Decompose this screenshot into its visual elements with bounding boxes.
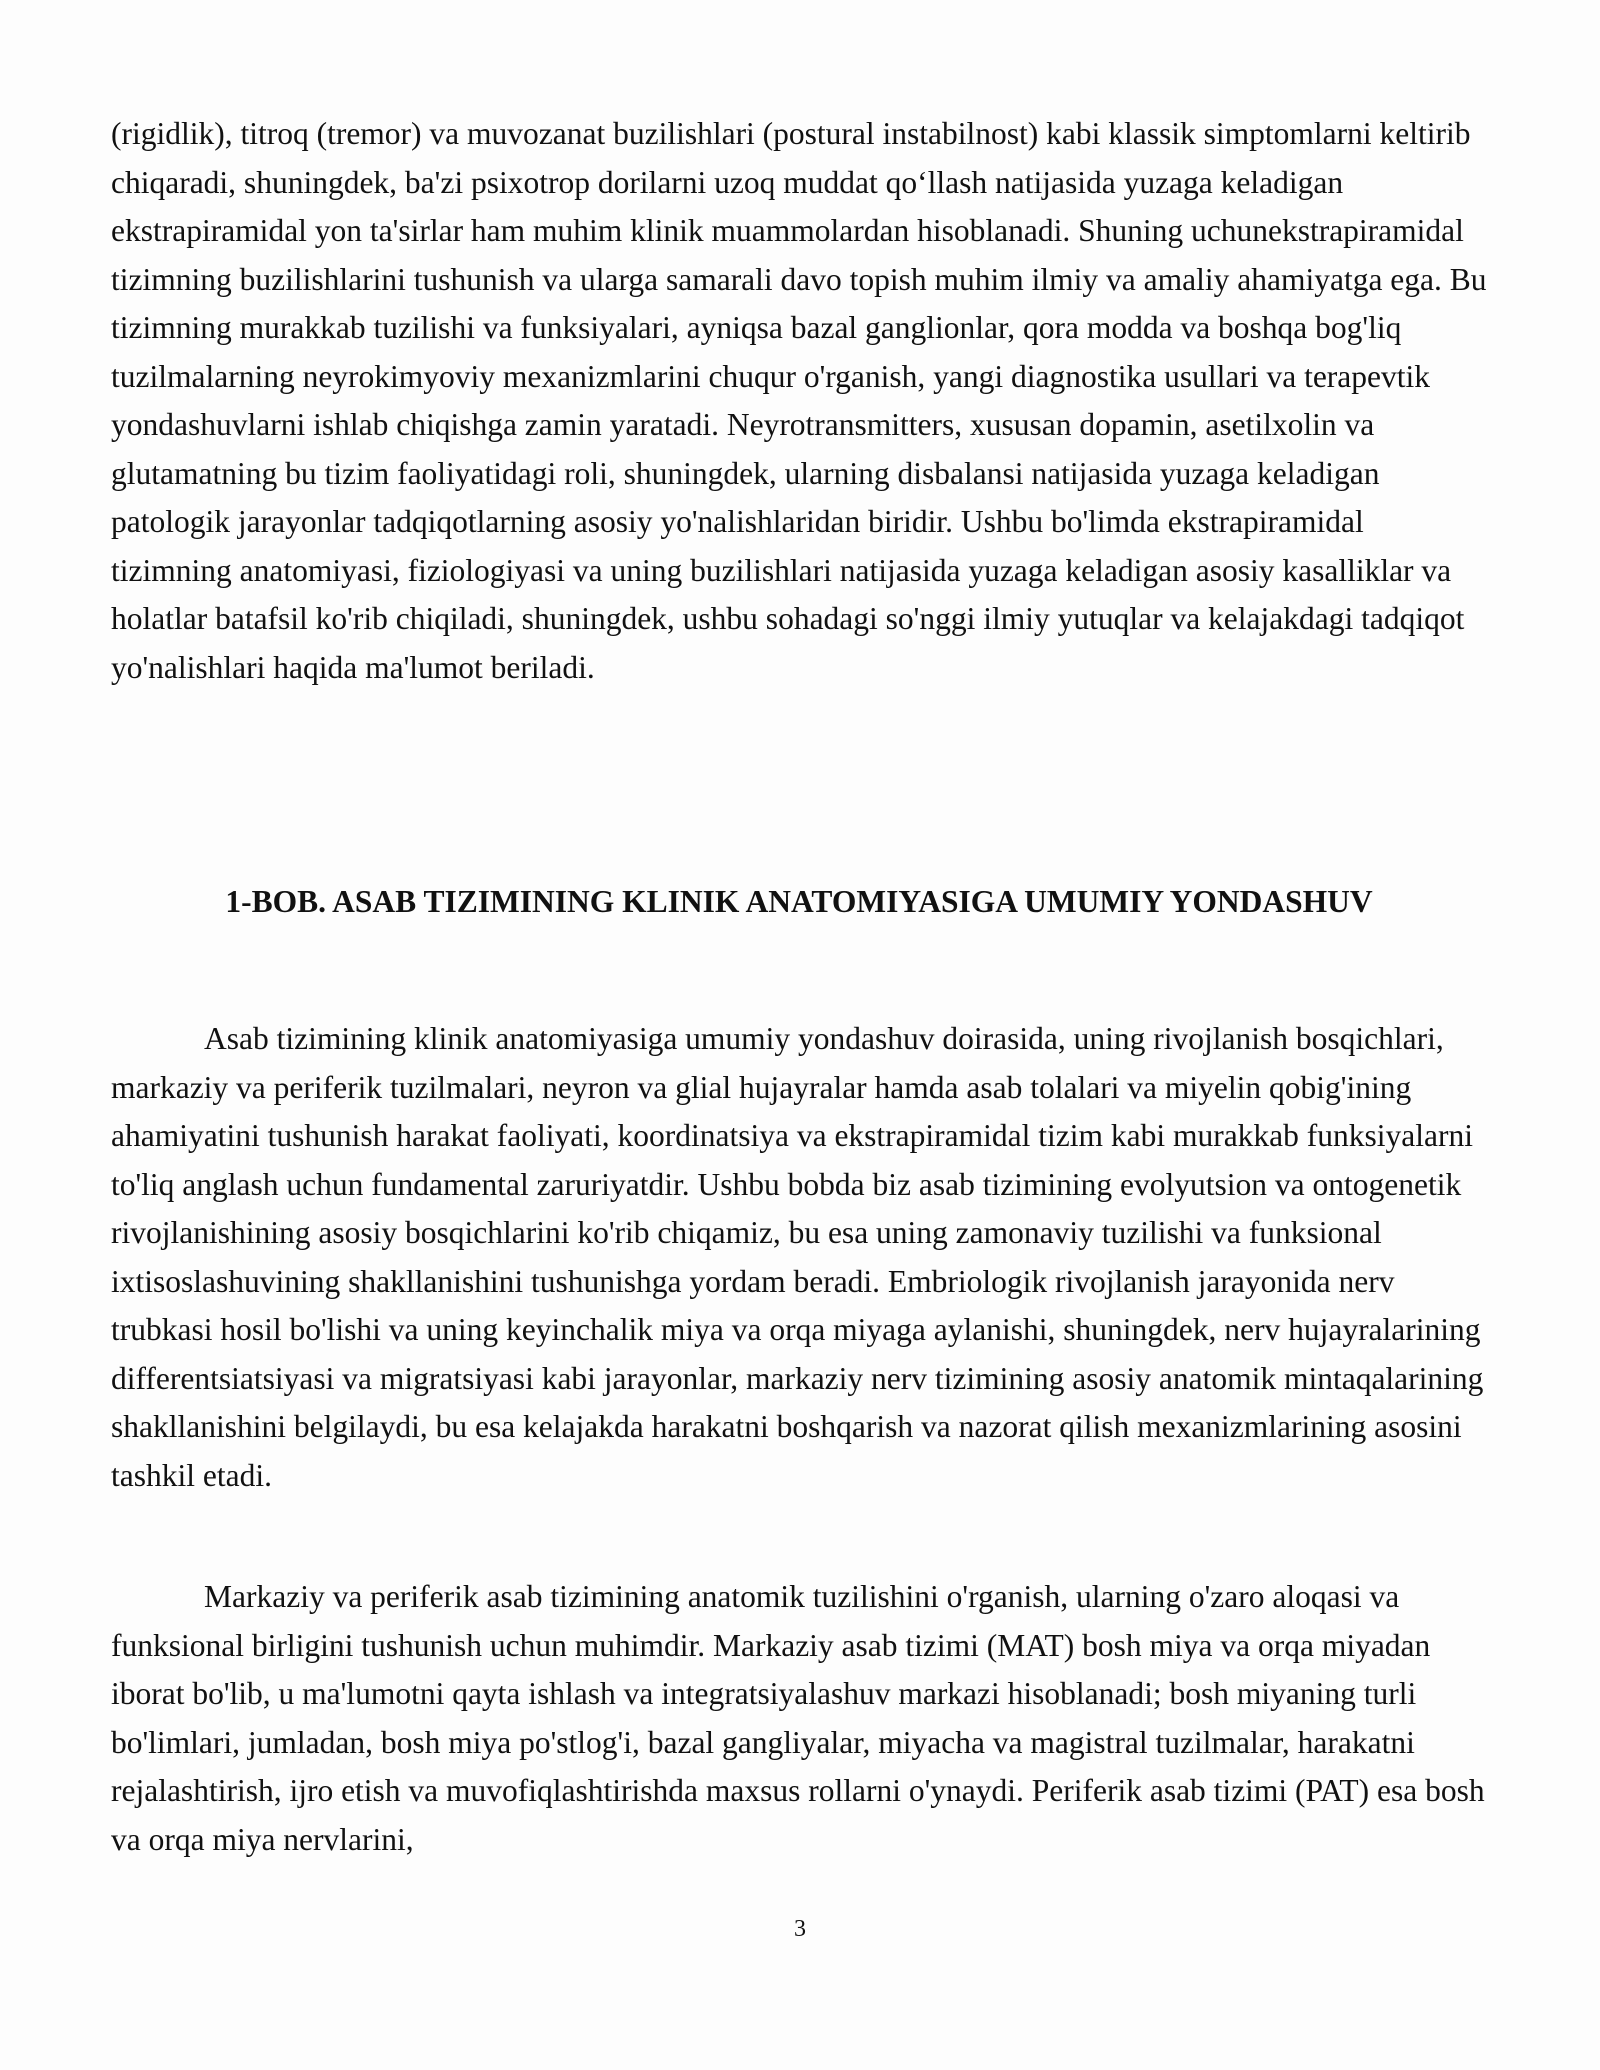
body-paragraph-2: Markaziy va periferik asab tizimining anatomik tuzilishini o'rganish, ularning o'zaro aloqasi va funksional birligini tushunish uchun muhimdir. Markaziy asab tizimi (MAT) bosh miya va orqa miyadan iborat bo'lib, u ma'lumotni qayta ishlash va integratsiyalashuv markazi hisoblanadi; bosh miyaning turli bo'limlari, jumladan, bosh miya po'stlog'i, bazal gangliyalar, miyacha va magistral tuzilmalar, harakatni rejalashtirish, ijro etish va muvofiqlashtirishda maxsus rollarni o'ynaydi. Periferik asab tizimi (PAT) esa bosh va orqa miya nervlarini, [111,1579,1485,1857]
intro-paragraph: (rigidlik), titroq (tremor) va muvozanat buzilishlari (postural instabilnost) kabi klassik simptomlarni keltirib chiqaradi, shuningdek, ba'zi psixotrop dorilarni uzoq muddat qo‘llash natijasida yuzaga keladigan ekstrapiramidal yon ta'sirlar ham muhim klinik muammolardan hisoblanadi. Shuning uchunekstrapiramidal tizimning buzilishlarini tushunish va ularga samarali davo topish muhim ilmiy va amaliy ahamiyatga ega. Bu tizimning murakkab tuzilishi va funksiyalari, ayniqsa bazal ganglionlar, qora modda va boshqa bog'liq tuzilmalarning neyrokimyoviy mexanizmlarini chuqur o'rganish, yangi diagnostika usullari va terapevtik yondashuvlarni ishlab chiqishga zamin yaratadi. Neyrotransmitters, xususan dopamin, asetilxolin va glutamatning bu tizim faoliyatidagi roli, shuningdek, ularning disbalansi natijasida yuzaga keladigan patologik jarayonlar tadqiqotlarning asosiy yo'nalishlaridan biridir. Ushbu bo'limda ekstrapiramidal tizimning anatomiyasi, fiziologiyasi va uning buzilishlari natijasida yuzaga keladigan asosiy kasalliklar va holatlar batafsil ko'rib chiqiladi, shuningdek, ushbu sohadagi so'nggi ilmiy yutuqlar va kelajakdagi tadqiqot yo'nalishlari haqida ma'lumot beriladi. [111,116,1487,685]
body-paragraph-1: Asab tizimining klinik anatomiyasiga umumiy yondashuv doirasida, uning rivojlanish bosqichlari, markaziy va periferik tuzilmalari, neyron va glial hujayralar hamda asab tolalari va miyelin qobig'ining ahamiyatini tushunish harakat faoliyati, koordinatsiya va ekstrapiramidal tizim kabi murakkab funksiyalarni to'liq anglash uchun fundamental zaruriyatdir. Ushbu bobda biz asab tizimining evolyutsion va ontogenetik rivojlanishining asosiy bosqichlarini ko'rib chiqamiz, bu esa uning zamonaviy tuzilishi va funksional ixtisoslashuvining shakllanishini tushunishga yordam beradi. Embriologik rivojlanish jarayonida nerv trubkasi hosil bo'lishi va uning keyinchalik miya va orqa miyaga aylanishi, shuningdek, nerv hujayralarining differentsiatsiyasi va migratsiyasi kabi jarayonlar, markaziy nerv tizimining asosiy anatomik mintaqalarining shakllanishini belgilaydi, bu esa kelajakda harakatni boshqarish va nazorat qilish mexanizmlarining asosini tashkil etadi. [111,1021,1484,1493]
page-number: 3 [794,1916,806,1942]
chapter-heading: 1-BOB. ASAB TIZIMINING KLINIK ANATOMIYASIGA UMUMIY YONDASHUV [225,884,1373,919]
